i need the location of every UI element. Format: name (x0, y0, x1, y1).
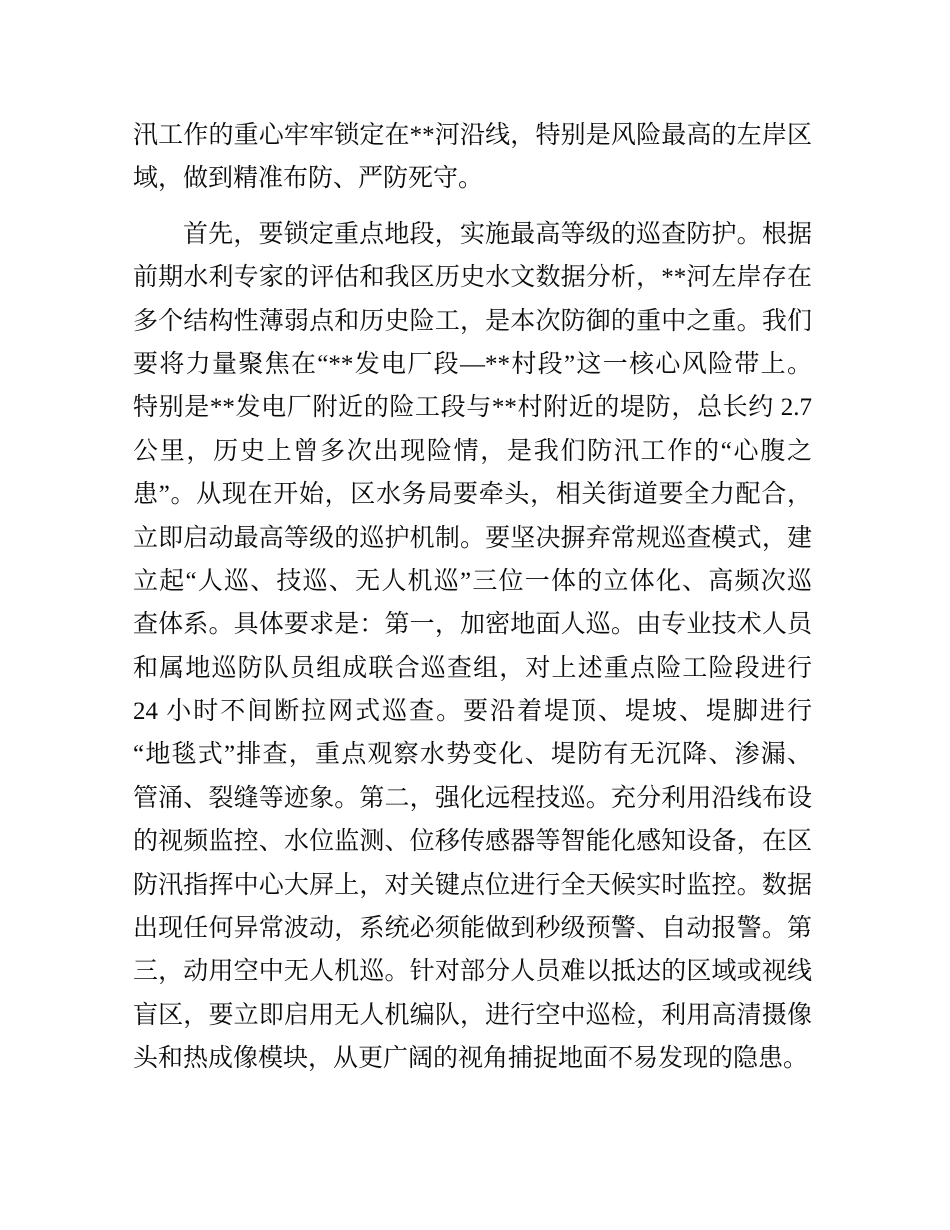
document-body (133, 114, 812, 1081)
text-line: 多个结构性薄弱点和历史险工，是本次防御的重中之重。我们 (133, 307, 812, 335)
text-line: 24 小时不间断拉网式巡查。要沿着堤顶、堤坡、堤脚进行 (133, 698, 812, 726)
text-line: 立即启动最高等级的巡护机制。要坚决摒弃常规巡查模式，建 (133, 524, 812, 552)
text-line: 查体系。具体要求是：第一，加密地面人巡。由专业技术人员 (133, 611, 812, 639)
paragraph (133, 213, 812, 1081)
text-line: 三，动用空中无人机巡。针对部分人员难以抵达的区域或视线 (133, 958, 812, 986)
text-line: 头和热成像模块，从更广阔的视角捕捉地面不易发现的隐患。 (133, 1045, 809, 1073)
text-line: 和属地巡防队员组成联合巡查组，对上述重点险工险段进行 (133, 654, 812, 682)
text-line: 盲区，要立即启用无人机编队，进行空中巡检，利用高清摄像 (133, 1001, 812, 1029)
text-line: 防汛指挥中心大屏上，对关键点位进行全天候实时监控。数据 (133, 871, 812, 899)
text-line: 域，做到精准布防、严防死守。 (133, 165, 484, 193)
text-line: 特别是**发电厂附近的险工段与**村附近的堤防，总长约 2.7 (133, 394, 812, 422)
text-line: 立起“人巡、技巡、无人机巡”三位一体的立体化、高频次巡 (133, 567, 812, 595)
text-line: 患”。从现在开始，区水务局要牵头，相关街道要全力配合， (133, 481, 812, 509)
text-line: “地毯式”排查，重点观察水势变化、堤防有无沉降、渗漏、 (133, 741, 812, 769)
text-line: 汛工作的重心牢牢锁定在**河沿线，特别是风险最高的左岸区 (133, 122, 812, 149)
text-line: 管涌、裂缝等迹象。第二，强化远程技巡。充分利用沿线布设 (133, 784, 812, 812)
text-line: 的视频监控、水位监测、位移传感器等智能化感知设备，在区 (133, 828, 812, 856)
text-line: 前期水利专家的评估和我区历史水文数据分析，**河左岸存在 (133, 264, 812, 292)
text-line: 出现任何异常波动，系统必须能做到秒级预警、自动报警。第 (133, 915, 812, 943)
text-line: 要将力量聚焦在“**发电厂段—**村段”这一核心风险带上。 (133, 350, 812, 378)
text-line: 公里，历史上曾多次出现险情，是我们防汛工作的“心腹之 (133, 437, 812, 465)
text-line: 首先，要锁定重点地段，实施最高等级的巡查防护。根据 (183, 220, 812, 248)
paragraph (133, 114, 812, 201)
